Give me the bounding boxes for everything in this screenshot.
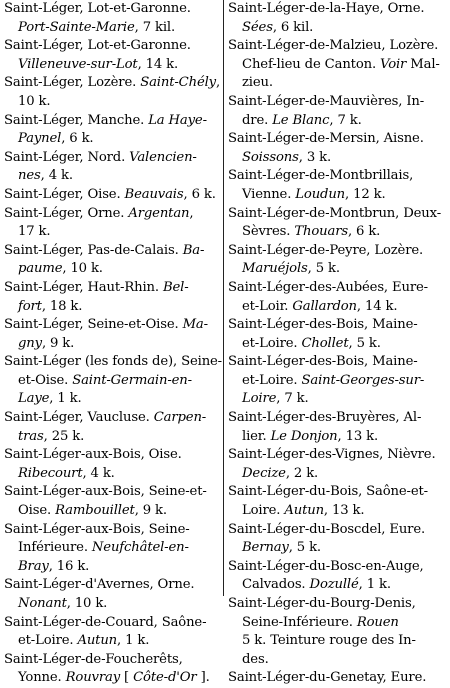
entry-text: , 7 k.: [329, 112, 362, 128]
entry-text: Saint-Léger-du-Bourg-Denis,: [228, 596, 416, 611]
place-name-italic: Autun: [77, 633, 118, 649]
entry-continuation-line: [4, 335, 218, 354]
entry-line: [4, 149, 218, 168]
place-name-italic: Decize: [242, 465, 286, 481]
entry-line: [228, 242, 446, 261]
entry-text: et-Oise.: [18, 372, 73, 388]
entry-text: Saint-Léger-des-Aubées, Eure-: [228, 279, 428, 295]
entry-line: [4, 483, 218, 502]
entry-continuation-line: [228, 428, 446, 447]
place-name-italic: Rouen: [356, 614, 399, 630]
entry-continuation-line: [4, 502, 218, 521]
entry-line: [228, 37, 446, 56]
entry-continuation-line: [4, 260, 218, 279]
place-name-italic: Loire: [242, 391, 277, 407]
place-name-italic: Autun: [284, 503, 324, 519]
place-name-italic: Saint-Georges-sur-: [301, 372, 425, 388]
entry-text: Loire.: [242, 503, 285, 519]
entry-text: , 2 k.: [285, 465, 319, 481]
entry-text: , 6 k.: [183, 186, 216, 202]
entry-text: et-Loire.: [242, 335, 302, 351]
entry-line: [4, 446, 218, 465]
entry-text: Saint-Léger, Lot-et-Garonne.: [4, 38, 191, 54]
entry-continuation-line: [4, 56, 218, 75]
place-name-italic: Voir: [380, 56, 407, 72]
place-name-italic: Maruéjols: [242, 261, 308, 277]
entry-text: Sèvres.: [242, 224, 295, 240]
place-name-italic: Dozullé: [309, 577, 359, 593]
place-name-italic: Sées: [242, 19, 273, 35]
entry-text: , 9 k.: [41, 335, 75, 351]
entry-text: , 1 k.: [358, 577, 391, 593]
entry-text: Saint-Léger-d'Avernes, Orne.: [4, 577, 195, 593]
entry-line: [4, 651, 218, 670]
entry-text: , 13 k.: [323, 503, 365, 519]
place-name-italic: Nonant: [18, 596, 67, 611]
entry-line: [4, 279, 218, 298]
entry-continuation-line: [228, 335, 446, 354]
entry-continuation-line: [228, 223, 446, 242]
entry-text: , 12 k.: [345, 186, 386, 202]
entry-text: 5 k. Teinture rouge des In-: [242, 633, 416, 649]
entry-continuation-line: [228, 260, 446, 279]
entry-text: , 5 k.: [307, 261, 340, 277]
place-name-italic: nes: [18, 168, 41, 184]
entry-line: [4, 112, 218, 131]
entry-text: , 5 k.: [348, 335, 381, 351]
entry-line: [228, 205, 446, 224]
entry-text: Saint-Léger-aux-Bois, Oise.: [4, 447, 182, 463]
entry-continuation-line: [4, 130, 218, 149]
entry-text: et-Loir.: [242, 298, 293, 314]
entry-continuation-line: [228, 614, 446, 633]
entry-text: , 1 k.: [117, 633, 150, 649]
entry-text: des.: [242, 651, 269, 667]
entry-continuation-line: [228, 576, 446, 595]
entry-text: et-Loire.: [242, 372, 302, 388]
entry-text: Saint-Léger (les fonds de), Seine-: [4, 354, 222, 370]
place-name-italic: La Haye-: [148, 112, 207, 128]
entry-text: Oise.: [18, 503, 56, 519]
place-name-italic: fort: [18, 298, 42, 314]
entry-line: [228, 279, 446, 298]
entry-text: , 4 k.: [82, 465, 115, 481]
entry-text: , 6 k.: [61, 131, 94, 147]
place-name-italic: Saint-Chély: [140, 75, 216, 91]
entry-continuation-line: [228, 465, 446, 484]
entry-line: [4, 186, 218, 205]
place-name-italic: Rambouillet: [55, 503, 135, 519]
entry-line: [4, 242, 218, 261]
entry-text: Saint-Léger-aux-Bois, Seine-: [4, 521, 190, 537]
entry-text: ,: [215, 75, 221, 91]
left-column: [4, 0, 222, 688]
entry-text: Saint-Léger-de-la-Haye, Orne.: [228, 1, 425, 16]
entry-line: [228, 595, 446, 614]
entry-text: , 4 k.: [40, 168, 73, 184]
entry-line: [4, 205, 218, 224]
entry-continuation-line: [228, 502, 446, 521]
entry-line: [228, 521, 446, 540]
entry-continuation-line: [228, 372, 446, 391]
entry-text: Saint-Léger, Lot-et-Garonne.: [4, 1, 191, 16]
entry-text: , 7 kil.: [134, 19, 176, 35]
entry-text: Saint-Léger-du-Boscdel, Eure.: [228, 521, 426, 537]
entry-text: , 14 k.: [356, 298, 398, 314]
entry-text: , 14 k.: [137, 56, 179, 72]
entry-continuation-line: [228, 298, 446, 317]
entry-text: Calvados.: [242, 577, 310, 593]
right-column: [228, 0, 446, 688]
entry-text: Saint-Léger-de-Peyre, Lozère.: [228, 242, 424, 258]
entry-text: , 1 k.: [49, 391, 82, 407]
entry-line: [228, 558, 446, 577]
entry-line: [4, 409, 218, 428]
entry-text: Saint-Léger-de-Foucherêts,: [4, 651, 183, 667]
entry-text: Yonne.: [18, 670, 66, 686]
entry-line: [4, 0, 218, 19]
entry-text: Saint-Léger, Orne.: [4, 205, 129, 221]
entry-line: [4, 576, 218, 595]
place-name-italic: Beauvais: [124, 186, 184, 202]
entry-continuation-line: [4, 223, 218, 242]
entry-text: Saint-Léger-de-Montbrun, Deux-: [228, 205, 442, 221]
entry-continuation-line: [228, 149, 446, 168]
entry-continuation-line: [4, 298, 218, 317]
entry-text: , 10 k.: [66, 596, 108, 611]
entry-continuation-line: [4, 372, 218, 391]
entry-continuation-line: [4, 93, 218, 112]
entry-continuation-line: [228, 651, 446, 670]
entry-text: Saint-Léger-des-Bruyères, Al-: [228, 410, 422, 426]
entry-text: Saint-Léger, Vaucluse.: [4, 410, 154, 426]
place-name-italic: Soissons: [242, 149, 299, 165]
entry-continuation-line: [4, 539, 218, 558]
entry-text: [: [120, 670, 134, 686]
entry-text: Saint-Léger-du-Genetay, Eure.: [228, 670, 427, 686]
place-name-italic: Le Donjon: [270, 428, 338, 444]
entry-continuation-line: [4, 167, 218, 186]
entry-line: [228, 483, 446, 502]
place-name-italic: Chollet: [301, 335, 349, 351]
entry-text: 17 k.: [18, 224, 51, 240]
place-name-italic: gny: [18, 335, 42, 351]
entry-line: [4, 37, 218, 56]
entry-line: [4, 316, 218, 335]
entry-line: [228, 669, 446, 688]
entry-text: dre.: [242, 112, 273, 128]
entry-continuation-line: [4, 595, 218, 614]
entry-text: Saint-Léger, Haut-Rhin.: [4, 279, 163, 295]
entry-text: Saint-Léger, Pas-de-Calais.: [4, 242, 183, 258]
place-name-italic: Laye: [18, 391, 50, 407]
entry-text: Saint-Léger, Nord.: [4, 149, 130, 165]
entry-text: Saint-Léger-de-Mersin, Aisne.: [228, 131, 424, 147]
entry-text: Saint-Léger-du-Bosc-en-Auge,: [228, 558, 424, 574]
entry-continuation-line: [4, 465, 218, 484]
entry-text: Saint-Léger-des-Bois, Maine-: [228, 317, 418, 333]
entry-line: [228, 353, 446, 372]
place-name-italic: Bel-: [162, 279, 189, 295]
entry-continuation-line: [228, 56, 446, 75]
entry-line: [228, 167, 446, 186]
entry-line: [4, 74, 221, 93]
entry-line: [4, 521, 218, 540]
place-name-italic: Gallardon: [292, 298, 357, 314]
entry-text: Saint-Léger, Manche.: [4, 112, 149, 128]
place-name-italic: Rouvray: [65, 670, 121, 686]
entry-line: [228, 93, 446, 112]
entry-text: Mal-: [406, 56, 440, 72]
entry-text: Vienne.: [242, 186, 296, 202]
entry-continuation-line: [228, 112, 446, 131]
place-name-italic: Côte-d'Or: [133, 670, 197, 686]
column-divider: [223, 0, 224, 596]
entry-text: ,: [189, 205, 194, 221]
place-name-italic: Port-Sainte-Marie: [18, 19, 135, 35]
entry-text: Saint-Léger-de-Malzieu, Lozère.: [228, 38, 439, 54]
entry-text: , 25 k.: [43, 428, 85, 444]
entry-text: Saint-Léger-de-Couard, Saône-: [4, 614, 207, 630]
entry-continuation-line: [4, 19, 218, 38]
entry-text: 10 k.: [18, 93, 51, 109]
entry-continuation-line: [228, 19, 446, 38]
place-name-italic: Thouars: [294, 224, 348, 240]
entry-text: , 6 k.: [347, 224, 381, 240]
place-name-italic: Le Blanc: [272, 112, 330, 128]
entry-text: , 6 kil.: [272, 19, 314, 35]
entry-continuation-line: [4, 669, 218, 688]
entry-text: ].: [196, 670, 210, 686]
place-name-italic: Ma-: [182, 317, 208, 333]
entry-text: , 10 k.: [62, 261, 103, 277]
entry-line: [4, 353, 222, 372]
entry-text: , 18 k.: [41, 298, 83, 314]
place-name-italic: Bernay: [242, 540, 289, 556]
entry-text: Saint-Léger, Lozère.: [4, 75, 141, 91]
entry-text: , 9 k.: [134, 503, 167, 519]
place-name-italic: Bray: [18, 558, 49, 574]
place-name-italic: Carpen-: [153, 410, 207, 426]
entry-text: Chef-lieu de Canton.: [242, 56, 381, 72]
entry-continuation-line: [228, 186, 446, 205]
entry-text: Saint-Léger-du-Bois, Saône-et-: [228, 484, 428, 500]
place-name-italic: tras: [18, 428, 44, 444]
entry-text: Saint-Léger, Oise.: [4, 186, 125, 202]
place-name-italic: Ribecourt: [18, 465, 83, 481]
place-name-italic: Argentan: [128, 205, 190, 221]
entry-text: , 7 k.: [276, 391, 309, 407]
entry-continuation-line: [228, 632, 446, 651]
place-name-italic: Saint-Germain-en-: [72, 372, 192, 388]
entry-line: [4, 614, 218, 633]
entry-continuation-line: [228, 539, 446, 558]
place-name-italic: paume: [18, 261, 63, 277]
entry-text: Saint-Léger-des-Bois, Maine-: [228, 354, 418, 370]
place-name-italic: Loudun: [295, 186, 346, 202]
entry-text: , 3 k.: [298, 149, 331, 165]
entry-text: Inférieure.: [18, 540, 92, 556]
entry-line: [228, 316, 446, 335]
entry-continuation-line: [4, 390, 218, 409]
entry-text: et-Loire.: [18, 633, 78, 649]
place-name-italic: Neufchâtel-en-: [91, 540, 189, 556]
entry-text: Saint-Léger-des-Vignes, Nièvre.: [228, 447, 436, 463]
entry-continuation-line: [4, 558, 218, 577]
place-name-italic: Ba-: [182, 242, 205, 258]
entry-continuation-line: [228, 390, 446, 409]
entry-line: [228, 130, 446, 149]
entry-text: Saint-Léger-de-Montbrillais,: [228, 168, 414, 184]
entry-line: [228, 409, 446, 428]
entry-text: , 16 k.: [48, 558, 90, 574]
entry-continuation-line: [4, 632, 218, 651]
place-name-italic: Villeneuve-sur-Lot: [18, 56, 138, 72]
place-name-italic: Valencien-: [129, 149, 197, 165]
entry-text: , 5 k.: [288, 540, 321, 556]
place-name-italic: Paynel: [18, 131, 62, 147]
entry-text: lier.: [242, 428, 271, 444]
entry-continuation-line: [4, 428, 218, 447]
entry-text: Saint-Léger-de-Mauvières, In-: [228, 93, 425, 109]
entry-text: Saint-Léger-aux-Bois, Seine-et-: [4, 484, 207, 500]
entry-continuation-line: [228, 74, 446, 93]
entry-line: [228, 446, 446, 465]
entry-line: [228, 0, 446, 19]
entry-text: , 13 k.: [337, 428, 379, 444]
entry-text: Seine-Inférieure.: [242, 614, 357, 630]
entry-text: Saint-Léger, Seine-et-Oise.: [4, 317, 183, 333]
entry-text: zieu.: [242, 75, 273, 91]
